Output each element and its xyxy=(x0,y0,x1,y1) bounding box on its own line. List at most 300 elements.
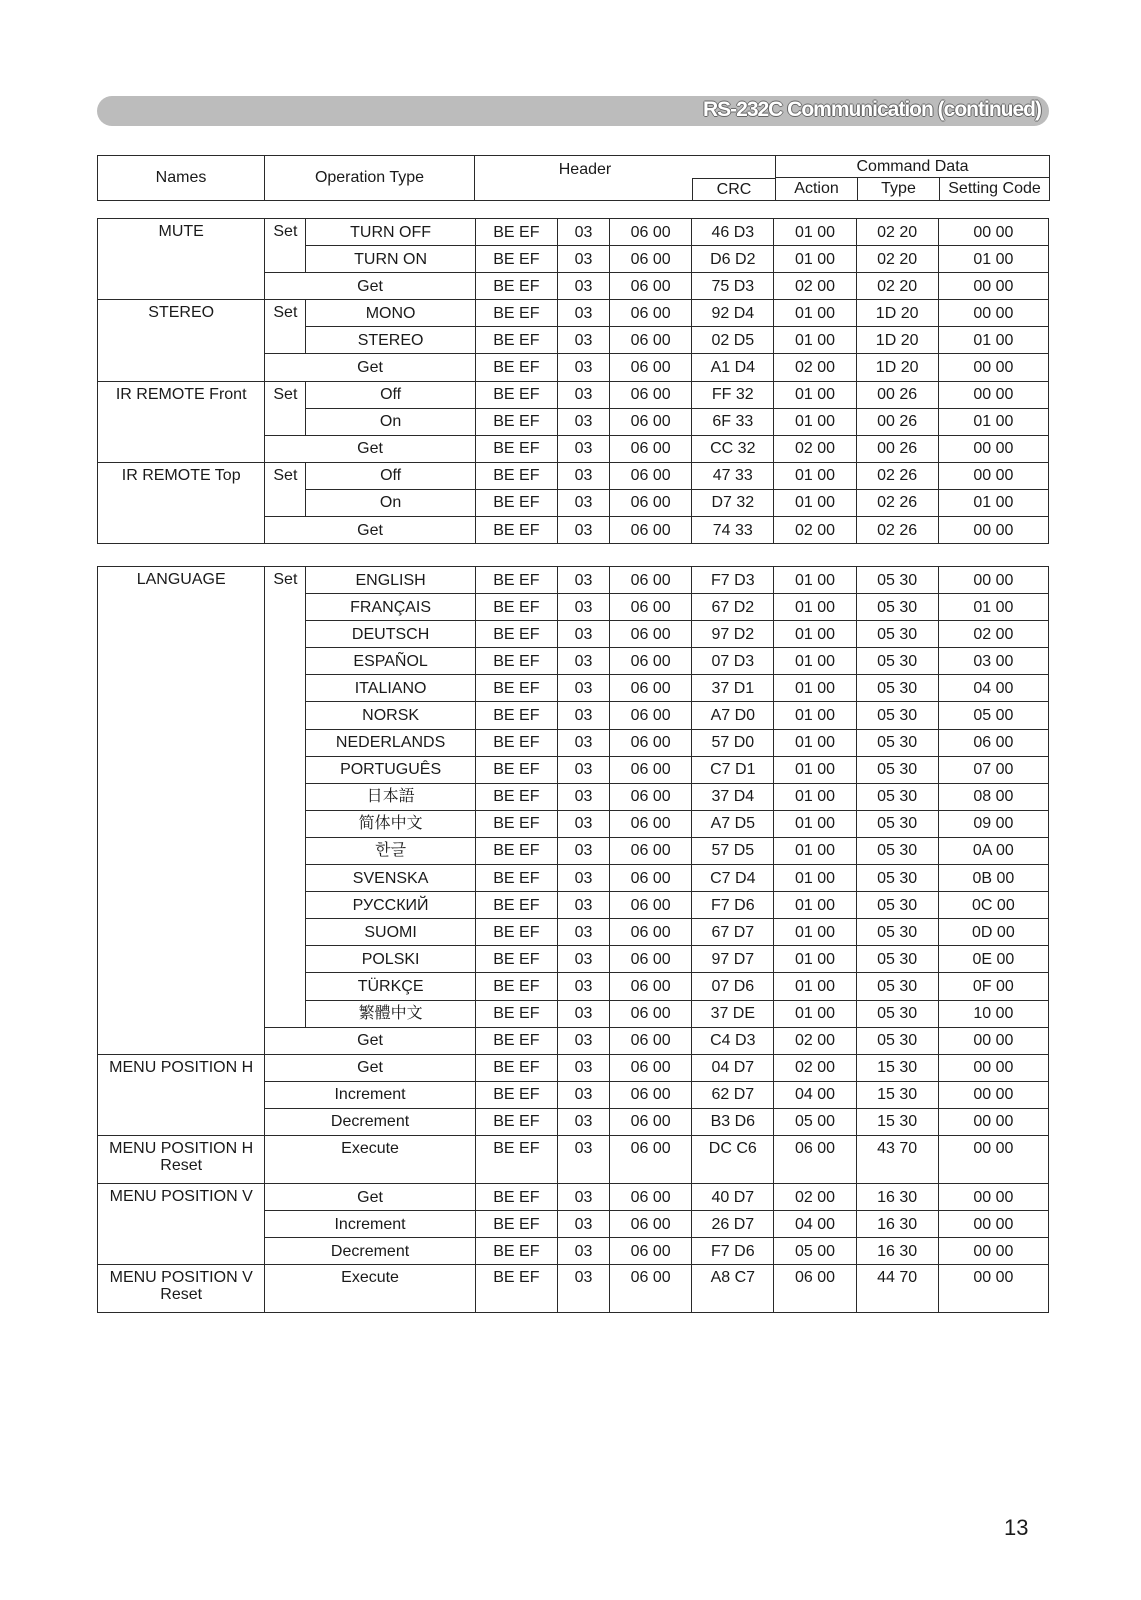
setting-code-value: 00 00 xyxy=(938,273,1048,300)
crc-value: F7 D6 xyxy=(692,1238,774,1265)
crc-value: A8 C7 xyxy=(692,1265,774,1313)
type-value: 00 26 xyxy=(856,381,938,408)
action-value: 06 00 xyxy=(774,1265,856,1313)
action-value: 04 00 xyxy=(774,1081,856,1108)
operation-type: Set xyxy=(265,381,306,435)
setting-code-value: 00 00 xyxy=(938,1027,1048,1054)
type-value: 02 26 xyxy=(856,517,938,544)
crc-value: 57 D5 xyxy=(692,837,774,864)
header-bytes-3: 06 00 xyxy=(610,648,692,675)
header-bytes-1: BE EF xyxy=(475,729,557,756)
action-value: 01 00 xyxy=(774,837,856,864)
table-row xyxy=(98,1135,1049,1183)
setting-code-value: 07 00 xyxy=(938,756,1048,783)
operation-option: PORTUGUÊS xyxy=(306,756,475,783)
crc-value: F7 D6 xyxy=(692,892,774,919)
setting-code-value: 00 00 xyxy=(938,354,1048,381)
crc-value: 62 D7 xyxy=(692,1081,774,1108)
table-row xyxy=(98,567,1049,594)
header-bytes-3: 06 00 xyxy=(610,594,692,621)
operation-option: On xyxy=(306,408,475,435)
setting-code-value: 0F 00 xyxy=(938,973,1048,1000)
header-bytes-1: BE EF xyxy=(475,837,557,864)
col-names: Names xyxy=(98,156,265,201)
operation-option: ESPAÑOL xyxy=(306,648,475,675)
action-value: 02 00 xyxy=(774,435,856,462)
command-name: MENU POSITION V xyxy=(98,1183,265,1264)
type-value: 02 20 xyxy=(856,219,938,246)
header-bytes-3: 06 00 xyxy=(610,435,692,462)
col-crc: CRC xyxy=(692,178,775,200)
type-value: 1D 20 xyxy=(856,327,938,354)
command-name: MENU POSITION V Reset xyxy=(98,1265,265,1313)
header-bytes-3: 06 00 xyxy=(610,327,692,354)
operation-type: Set xyxy=(265,462,306,516)
crc-value: D7 32 xyxy=(692,489,774,516)
header-bytes-3: 06 00 xyxy=(610,1211,692,1238)
crc-value: C4 D3 xyxy=(692,1027,774,1054)
operation-type: Get xyxy=(265,273,475,300)
col-type: Type xyxy=(858,178,940,201)
operation-type: Get xyxy=(265,1183,475,1210)
setting-code-value: 00 00 xyxy=(938,381,1048,408)
type-value: 00 26 xyxy=(856,435,938,462)
header-bytes-2: 03 xyxy=(557,1211,609,1238)
setting-code-value: 0B 00 xyxy=(938,865,1048,892)
type-value: 16 30 xyxy=(856,1211,938,1238)
command-name: MENU POSITION H xyxy=(98,1054,265,1135)
header-bytes-3: 06 00 xyxy=(610,1135,692,1183)
operation-option: NEDERLANDS xyxy=(306,729,475,756)
header-bytes-1: BE EF xyxy=(475,1265,557,1313)
action-value: 01 00 xyxy=(774,1000,856,1027)
operation-type: Decrement xyxy=(265,1108,475,1135)
header-bytes-2: 03 xyxy=(557,273,609,300)
header-bytes-1: BE EF xyxy=(475,919,557,946)
col-action: Action xyxy=(776,178,858,201)
setting-code-value: 10 00 xyxy=(938,1000,1048,1027)
type-value: 44 70 xyxy=(856,1265,938,1313)
setting-code-value: 00 00 xyxy=(938,1238,1048,1265)
header-bytes-3: 06 00 xyxy=(610,300,692,327)
header-bytes-2: 03 xyxy=(557,783,609,810)
col-command-data: Command Data xyxy=(776,156,1050,178)
type-value: 05 30 xyxy=(856,837,938,864)
header-bytes-2: 03 xyxy=(557,219,609,246)
type-value: 05 30 xyxy=(856,946,938,973)
setting-code-value: 0C 00 xyxy=(938,892,1048,919)
action-value: 01 00 xyxy=(774,648,856,675)
crc-value: CC 32 xyxy=(692,435,774,462)
type-value: 15 30 xyxy=(856,1108,938,1135)
action-value: 01 00 xyxy=(774,327,856,354)
operation-type: Increment xyxy=(265,1211,475,1238)
section-title: RS-232C Communication (continued) xyxy=(702,98,1041,121)
crc-value: 26 D7 xyxy=(692,1211,774,1238)
crc-value: A1 D4 xyxy=(692,354,774,381)
operation-type: Set xyxy=(265,567,306,1028)
action-value: 01 00 xyxy=(774,973,856,1000)
crc-value: B3 D6 xyxy=(692,1108,774,1135)
header-bytes-3: 06 00 xyxy=(610,1081,692,1108)
header-bytes-1: BE EF xyxy=(475,702,557,729)
header-bytes-1: BE EF xyxy=(475,1027,557,1054)
header-bytes-3: 06 00 xyxy=(610,946,692,973)
crc-value: 75 D3 xyxy=(692,273,774,300)
type-value: 16 30 xyxy=(856,1183,938,1210)
col-setting-code: Setting Code xyxy=(940,178,1050,201)
header-bytes-1: BE EF xyxy=(475,1054,557,1081)
setting-code-value: 00 00 xyxy=(938,1211,1048,1238)
setting-code-value: 01 00 xyxy=(938,489,1048,516)
setting-code-value: 01 00 xyxy=(938,594,1048,621)
crc-value: 97 D2 xyxy=(692,621,774,648)
col-header: Header xyxy=(475,156,776,178)
type-value: 1D 20 xyxy=(856,300,938,327)
command-name: IR REMOTE Top xyxy=(98,462,265,543)
table-row xyxy=(98,300,1049,327)
crc-value: 02 D5 xyxy=(692,327,774,354)
crc-value: 6F 33 xyxy=(692,408,774,435)
header-bytes-2: 03 xyxy=(557,462,609,489)
header-bytes-3: 06 00 xyxy=(610,919,692,946)
header-bytes-3: 06 00 xyxy=(610,462,692,489)
header-bytes-1: BE EF xyxy=(475,1238,557,1265)
action-value: 01 00 xyxy=(774,892,856,919)
operation-type: Set xyxy=(265,300,306,354)
setting-code-value: 00 00 xyxy=(938,517,1048,544)
type-value: 05 30 xyxy=(856,1027,938,1054)
operation-option: SVENSKA xyxy=(306,865,475,892)
header-bytes-3: 06 00 xyxy=(610,702,692,729)
header-bytes-3: 06 00 xyxy=(610,381,692,408)
header-bytes-1: BE EF xyxy=(475,648,557,675)
type-value: 1D 20 xyxy=(856,354,938,381)
setting-code-value: 0D 00 xyxy=(938,919,1048,946)
setting-code-value: 02 00 xyxy=(938,621,1048,648)
action-value: 01 00 xyxy=(774,219,856,246)
header-bytes-1: BE EF xyxy=(475,1081,557,1108)
operation-option: FRANÇAIS xyxy=(306,594,475,621)
header-bytes-3: 06 00 xyxy=(610,1183,692,1210)
type-value: 02 20 xyxy=(856,246,938,273)
operation-option: Off xyxy=(306,381,475,408)
header-bytes-1: BE EF xyxy=(475,462,557,489)
type-value: 15 30 xyxy=(856,1054,938,1081)
operation-type: Get xyxy=(265,1054,475,1081)
header-bytes-2: 03 xyxy=(557,1108,609,1135)
header-bytes-1: BE EF xyxy=(475,517,557,544)
header-bytes-1: BE EF xyxy=(475,756,557,783)
setting-code-value: 00 00 xyxy=(938,219,1048,246)
header-bytes-1: BE EF xyxy=(475,219,557,246)
type-value: 15 30 xyxy=(856,1081,938,1108)
operation-option: 한글 xyxy=(306,837,475,864)
type-value: 05 30 xyxy=(856,1000,938,1027)
type-value: 05 30 xyxy=(856,973,938,1000)
action-value: 01 00 xyxy=(774,729,856,756)
header-bytes-3: 06 00 xyxy=(610,675,692,702)
header-bytes-2: 03 xyxy=(557,973,609,1000)
crc-value: A7 D5 xyxy=(692,810,774,837)
header-bytes-1: BE EF xyxy=(475,973,557,1000)
header-bytes-2: 03 xyxy=(557,408,609,435)
type-value: 05 30 xyxy=(856,810,938,837)
action-value: 01 00 xyxy=(774,783,856,810)
operation-option: ITALIANO xyxy=(306,675,475,702)
crc-value: DC C6 xyxy=(692,1135,774,1183)
action-value: 02 00 xyxy=(774,1027,856,1054)
type-value: 02 26 xyxy=(856,489,938,516)
type-value: 05 30 xyxy=(856,919,938,946)
header-bytes-3: 06 00 xyxy=(610,783,692,810)
crc-value: 47 33 xyxy=(692,462,774,489)
header-bytes-2: 03 xyxy=(557,594,609,621)
action-value: 05 00 xyxy=(774,1108,856,1135)
setting-code-value: 00 00 xyxy=(938,300,1048,327)
action-value: 01 00 xyxy=(774,462,856,489)
action-value: 05 00 xyxy=(774,1238,856,1265)
setting-code-value: 00 00 xyxy=(938,1265,1048,1313)
header-bytes-3: 06 00 xyxy=(610,1265,692,1313)
operation-type: Get xyxy=(265,435,475,462)
action-value: 01 00 xyxy=(774,246,856,273)
header-bytes-1: BE EF xyxy=(475,489,557,516)
type-value: 05 30 xyxy=(856,892,938,919)
crc-value: 67 D2 xyxy=(692,594,774,621)
header-bytes-2: 03 xyxy=(557,648,609,675)
action-value: 01 00 xyxy=(774,946,856,973)
header-bytes-2: 03 xyxy=(557,327,609,354)
crc-value: 37 D1 xyxy=(692,675,774,702)
crc-value: 40 D7 xyxy=(692,1183,774,1210)
action-value: 02 00 xyxy=(774,354,856,381)
header-bytes-2: 03 xyxy=(557,435,609,462)
type-value: 05 30 xyxy=(856,648,938,675)
header-bytes-2: 03 xyxy=(557,1183,609,1210)
header-bytes-1: BE EF xyxy=(475,300,557,327)
command-name: MUTE xyxy=(98,219,265,300)
command-name: LANGUAGE xyxy=(98,567,265,1055)
header-bytes-2: 03 xyxy=(557,246,609,273)
setting-code-value: 00 00 xyxy=(938,1054,1048,1081)
header-bytes-1: BE EF xyxy=(475,435,557,462)
operation-type: Execute xyxy=(265,1265,475,1313)
header-bytes-2: 03 xyxy=(557,567,609,594)
operation-option: TURN OFF xyxy=(306,219,475,246)
header-bytes-1: BE EF xyxy=(475,381,557,408)
setting-code-value: 06 00 xyxy=(938,729,1048,756)
header-bytes-3: 06 00 xyxy=(610,729,692,756)
header-bytes-1: BE EF xyxy=(475,621,557,648)
header-bytes-2: 03 xyxy=(557,919,609,946)
header-bytes-1: BE EF xyxy=(475,246,557,273)
operation-option: 简体中文 xyxy=(306,810,475,837)
type-value: 05 30 xyxy=(856,675,938,702)
header-bytes-1: BE EF xyxy=(475,946,557,973)
col-operation-type: Operation Type xyxy=(265,156,475,201)
header-bytes-2: 03 xyxy=(557,1054,609,1081)
crc-value: C7 D4 xyxy=(692,865,774,892)
crc-value: 57 D0 xyxy=(692,729,774,756)
page-number: 13 xyxy=(1004,1515,1029,1540)
header-bytes-2: 03 xyxy=(557,354,609,381)
header-bytes-3: 06 00 xyxy=(610,219,692,246)
setting-code-value: 00 00 xyxy=(938,567,1048,594)
type-value: 05 30 xyxy=(856,702,938,729)
header-bytes-2: 03 xyxy=(557,381,609,408)
table-row xyxy=(98,1054,1049,1081)
crc-value: 07 D6 xyxy=(692,973,774,1000)
type-value: 05 30 xyxy=(856,865,938,892)
crc-value: D6 D2 xyxy=(692,246,774,273)
setting-code-value: 0E 00 xyxy=(938,946,1048,973)
command-table-header xyxy=(97,155,1050,201)
type-value: 05 30 xyxy=(856,594,938,621)
operation-option: STEREO xyxy=(306,327,475,354)
header-bytes-3: 06 00 xyxy=(610,1000,692,1027)
crc-value: 74 33 xyxy=(692,517,774,544)
command-name: MENU POSITION H Reset xyxy=(98,1135,265,1183)
type-value: 02 20 xyxy=(856,273,938,300)
operation-option: ENGLISH xyxy=(306,567,475,594)
header-bytes-1: BE EF xyxy=(475,567,557,594)
header-bytes-2: 03 xyxy=(557,946,609,973)
setting-code-value: 04 00 xyxy=(938,675,1048,702)
action-value: 01 00 xyxy=(774,702,856,729)
action-value: 02 00 xyxy=(774,1054,856,1081)
action-value: 01 00 xyxy=(774,919,856,946)
crc-value: 46 D3 xyxy=(692,219,774,246)
operation-option: On xyxy=(306,489,475,516)
header-bytes-1: BE EF xyxy=(475,327,557,354)
header-bytes-3: 06 00 xyxy=(610,1054,692,1081)
header-bytes-2: 03 xyxy=(557,1238,609,1265)
header-bytes-2: 03 xyxy=(557,1265,609,1313)
table-row xyxy=(98,1265,1049,1313)
header-bytes-1: BE EF xyxy=(475,408,557,435)
header-bytes-3: 06 00 xyxy=(610,354,692,381)
setting-code-value: 00 00 xyxy=(938,1108,1048,1135)
setting-code-value: 05 00 xyxy=(938,702,1048,729)
header-bytes-2: 03 xyxy=(557,517,609,544)
header-bytes-3: 06 00 xyxy=(610,892,692,919)
header-bytes-3: 06 00 xyxy=(610,489,692,516)
header-bytes-2: 03 xyxy=(557,1081,609,1108)
command-name: STEREO xyxy=(98,300,265,381)
crc-value: 37 D4 xyxy=(692,783,774,810)
header-bytes-2: 03 xyxy=(557,675,609,702)
header-bytes-3: 06 00 xyxy=(610,865,692,892)
header-bytes-1: BE EF xyxy=(475,273,557,300)
operation-option: TURN ON xyxy=(306,246,475,273)
command-name: IR REMOTE Front xyxy=(98,381,265,462)
header-bytes-1: BE EF xyxy=(475,675,557,702)
header-bytes-2: 03 xyxy=(557,865,609,892)
table-row xyxy=(98,219,1049,246)
setting-code-value: 00 00 xyxy=(938,435,1048,462)
command-table-block-2 xyxy=(97,566,1049,1313)
setting-code-value: 00 00 xyxy=(938,1081,1048,1108)
action-value: 01 00 xyxy=(774,675,856,702)
header-bytes-3: 06 00 xyxy=(610,810,692,837)
header-bytes-1: BE EF xyxy=(475,354,557,381)
setting-code-value: 01 00 xyxy=(938,408,1048,435)
header-bytes-2: 03 xyxy=(557,300,609,327)
action-value: 01 00 xyxy=(774,865,856,892)
action-value: 04 00 xyxy=(774,1211,856,1238)
action-value: 01 00 xyxy=(774,489,856,516)
operation-type: Set xyxy=(265,219,306,273)
setting-code-value: 08 00 xyxy=(938,783,1048,810)
operation-option: 繁體中文 xyxy=(306,1000,475,1027)
operation-option: POLSKI xyxy=(306,946,475,973)
type-value: 43 70 xyxy=(856,1135,938,1183)
header-bytes-1: BE EF xyxy=(475,810,557,837)
crc-value: 37 DE xyxy=(692,1000,774,1027)
crc-value: 04 D7 xyxy=(692,1054,774,1081)
crc-value: FF 32 xyxy=(692,381,774,408)
header-bytes-1: BE EF xyxy=(475,1211,557,1238)
operation-option: NORSK xyxy=(306,702,475,729)
crc-value: 67 D7 xyxy=(692,919,774,946)
header-bytes-2: 03 xyxy=(557,1027,609,1054)
action-value: 01 00 xyxy=(774,594,856,621)
action-value: 01 00 xyxy=(774,300,856,327)
action-value: 01 00 xyxy=(774,756,856,783)
crc-value: C7 D1 xyxy=(692,756,774,783)
header-bytes-3: 06 00 xyxy=(610,837,692,864)
type-value: 05 30 xyxy=(856,756,938,783)
type-value: 02 26 xyxy=(856,462,938,489)
action-value: 06 00 xyxy=(774,1135,856,1183)
operation-type: Execute xyxy=(265,1135,475,1183)
header-bytes-2: 03 xyxy=(557,810,609,837)
header-bytes-2: 03 xyxy=(557,892,609,919)
action-value: 01 00 xyxy=(774,381,856,408)
header-bytes-1: BE EF xyxy=(475,1135,557,1183)
header-bytes-2: 03 xyxy=(557,1000,609,1027)
crc-value: 97 D7 xyxy=(692,946,774,973)
crc-value: 92 D4 xyxy=(692,300,774,327)
header-bytes-3: 06 00 xyxy=(610,756,692,783)
header-bytes-1: BE EF xyxy=(475,892,557,919)
type-value: 00 26 xyxy=(856,408,938,435)
header-bytes-2: 03 xyxy=(557,756,609,783)
setting-code-value: 09 00 xyxy=(938,810,1048,837)
action-value: 01 00 xyxy=(774,408,856,435)
header-bytes-1: BE EF xyxy=(475,1183,557,1210)
operation-type: Get xyxy=(265,354,475,381)
header-bytes-2: 03 xyxy=(557,621,609,648)
operation-option: TÜRKÇE xyxy=(306,973,475,1000)
setting-code-value: 00 00 xyxy=(938,1135,1048,1183)
section-banner xyxy=(97,96,1049,126)
header-bytes-3: 06 00 xyxy=(610,973,692,1000)
setting-code-value: 00 00 xyxy=(938,1183,1048,1210)
action-value: 02 00 xyxy=(774,273,856,300)
action-value: 02 00 xyxy=(774,517,856,544)
operation-type: Decrement xyxy=(265,1238,475,1265)
command-table-block-1 xyxy=(97,218,1049,544)
action-value: 01 00 xyxy=(774,567,856,594)
setting-code-value: 0A 00 xyxy=(938,837,1048,864)
type-value: 05 30 xyxy=(856,621,938,648)
header-bytes-3: 06 00 xyxy=(610,517,692,544)
operation-type: Increment xyxy=(265,1081,475,1108)
operation-type: Get xyxy=(265,1027,475,1054)
setting-code-value: 00 00 xyxy=(938,462,1048,489)
